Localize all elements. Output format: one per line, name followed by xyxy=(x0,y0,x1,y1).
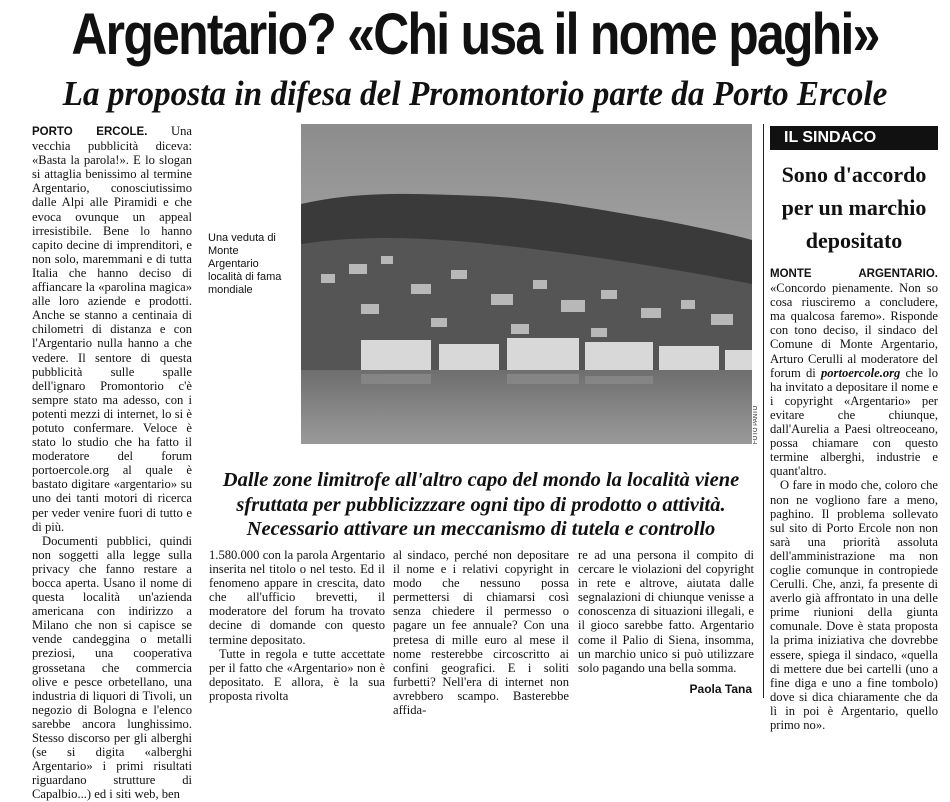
sidebar-text-b: che lo ha invitato a depositare il nome e i copyright «Argentario» per evitare che chiunque, dall'Aurelia a Paesi oltreoceano, possa chiamare con questo termine alberghi, industrie e quant'altro. xyxy=(770,365,938,479)
article-paragraph-5: al sindaco, perché non depositare il nome e i relativi copyright in modo che nessuno possa permettersi di chiamarsi così senza chiedere il permesso o pagare un fee annuale? Con una pretesa di mille euro al mese il nome resterebbe circoscritto ai confini geografici. E i soliti furbetti? Nell'era di internet non avrebbero scampo. Basterebbe affida- xyxy=(393,548,569,718)
article-text: Una vecchia pubblicità diceva: «Basta la parola!». E lo slogan si attaglia benissimo al termine Argentario, conosciutissimo dalle Alpi alle Piramidi e che evoca ovunque un appeal irresistibile. Bene lo hanno capito decine di imprenditori, e non solo, maremmani e di tutta Italia che hanno deciso di affiancare la «parolina magica» alle loro aziende e prodotti. Anche se stanno a centinaia di chilometri di distanza e con l'Argentario nulla hanno a che vedere. Il sentore di questa pubblicità sulle spalle dell'ignaro Promontorio c'è sempre stato ma adesso, con i potenti mezzi di internet, lo si è potuto confermare. Veloce è stato lo studio che ha fatto il moderatore del forum portoercole.org al quale è bastato digitare «argentario» su uno dei tanti motori di ricerca per veder venire fuori di tutto e di più. xyxy=(32,124,192,534)
website-link: portoercole.org xyxy=(820,365,901,380)
author-signature: Paola Tana xyxy=(689,682,752,696)
article-column-3 xyxy=(393,548,569,718)
sidebar-title: Sono d'accordo per un marchio depositato xyxy=(781,162,927,253)
article-paragraph-4: Tutte in regola e tutte accettate per il fatto che «Argentario» non è depositato. E allora, è la sua proposta rivolta xyxy=(209,646,385,703)
sidebar-text-a: «Concordo pienamente. Non so cosa riusciremo a concludere, ma qualcosa faremo». Risponde con tono deciso, il sindaco del Comune di Monte Argentario, Arturo Cerulli al moderatore del forum di xyxy=(770,281,938,380)
article-paragraph-6: re ad una persona il compito di cercare le violazioni del copyright in rete e altrove, aiutata dalle segnalazioni di chiunque venisse a conoscenza di situazioni illegali, e il gioco sarebbe fatto. Argentario come il Palio di Siena, insomma, un marchio unico si può utilizzare solo pagando una bella somma. xyxy=(578,548,754,675)
subheadline: La proposta in difesa del Promontorio parte da Porto Ercole xyxy=(62,74,888,113)
sidebar-article xyxy=(770,266,938,732)
article-paragraph-1 xyxy=(32,124,192,534)
article-column-1 xyxy=(32,124,192,802)
sidebar-paragraph-1 xyxy=(770,266,938,478)
article-column-4 xyxy=(578,548,754,698)
article-paragraph-3: 1.580.000 con la parola Argentario inserita nel titolo o nel testo. Ed il fenomeno appare in crescita, dato che all'ufficio brevetti, il moderatore del forum ha trovato decine di domande con questo termine depositato. xyxy=(209,548,385,647)
column-divider xyxy=(763,124,764,698)
sidebar-dateline: MONTE ARGENTARIO. xyxy=(770,268,938,280)
harbor-photo xyxy=(301,124,752,444)
article-paragraph-2: Documenti pubblici, quindi non soggetti alla legge sulla privacy che fanno restare a bocca aperta. Usano il nome di questa località un'azienda americana con indirizzo a Milano che non si capisce se vende candeggina o metalli preziosi, una cooperativa grossetana che commercia olive e pesce orbetellano, una industria di liquori di Tivoli, un negozio di Bologna e l'elenco sarebbe ancora lunghissimo. Stesso discorso per gli alberghi (se si digita «alberghi Argentario» i primi risultati riguardano strutture di Capalbio...) ed i siti web, ben xyxy=(32,533,192,802)
sidebar-paragraph-2: O fare in modo che, coloro che non ne vogliono fare a meno, paghino. Il problema sollevato sul sito di Porto Ercole non non sarà una priorità assoluta dell'amministrazione ma non coglie comunque in contropiede Cerulli. Che, anzi, fa presente di averlo già affrontato in una delle prime riunioni della giunta comunale. Dove è stata proposta la prima iniziativa che dovrebbe essere, spiega il sindaco, «quella di mettere due bei cartelli (uno a fine diga e uno a fine tombolo) dove si dica chiaramente che da lì in poi è Argentario, quello primo no». xyxy=(770,478,938,732)
sidebar-tag: IL SINDACO xyxy=(770,126,938,150)
photo-credit: FOTO PANTO xyxy=(753,405,759,444)
dateline: PORTO ERCOLE. xyxy=(32,126,148,138)
pull-quote: Dalle zone limitrofe all'altro capo del mondo la località viene sfruttata per pubblicizzzare ogni tipo di prodotto o attività. Necessario attivare un meccanismo di tutela e controllo xyxy=(222,469,740,540)
article-column-2 xyxy=(209,548,385,703)
photo-caption: Una veduta di Monte Argentario località di fama mondiale xyxy=(208,232,282,296)
headline: Argentario? «Chi usa il nome paghi» xyxy=(71,2,879,67)
